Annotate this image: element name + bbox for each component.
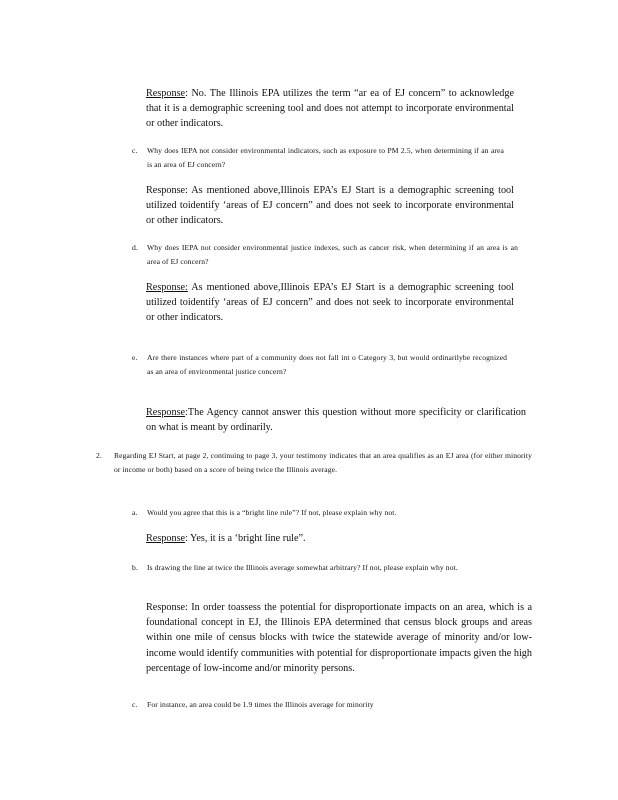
question-b <box>132 561 520 575</box>
question-e <box>132 351 507 379</box>
response-label: Response <box>146 533 186 544</box>
question-letter: c. <box>132 700 138 709</box>
response-3 <box>146 280 514 326</box>
question-letter: c. <box>132 146 138 155</box>
question-2 <box>96 449 532 477</box>
question-c <box>132 144 504 172</box>
response-text: As mentioned above,Illinois EPA’s EJ Start is a demographic screening tool utilized toidentify ‘areas of EJ concern” and does not seek to incorporate environmental or other indicators. <box>146 185 514 227</box>
response-4 <box>146 405 526 435</box>
response-5 <box>146 531 514 546</box>
question-c-2 <box>132 698 494 712</box>
question-text: Why does IEPA not consider environmental indicators, such as exposure to PM 2.5, when determining if an area is an area of EJ concern? <box>147 146 504 169</box>
question-letter: d. <box>132 243 138 252</box>
question-text: Is drawing the line at twice the Illinois average somewhat arbitrary? If not, please explain why not. <box>147 563 458 572</box>
response-text: :The Agency cannot answer this question without more specificity or clarification on what is meant by ordinarily. <box>146 407 526 434</box>
response-text: As mentioned above,Illinois EPA’s EJ Start is a demographic screening tool utilized toidentify ‘areas of EJ concern” and does not seek to incorporate environmental or other indicators. <box>146 282 514 324</box>
response-6 <box>146 600 532 676</box>
response-1 <box>146 86 514 132</box>
question-text: Why does IEPA not consider environmental justice indexes, such as cancer risk, when determining if an area is an area of EJ concern? <box>147 243 518 266</box>
question-text: Regarding EJ Start, at page 2, continuing to page 3, your testimony indicates that an area qualifies as an EJ area (for either minority or income or both) based on a score of being twice the Illinois average. <box>114 451 532 474</box>
response-label: Response: <box>146 185 188 196</box>
question-a <box>132 506 546 520</box>
response-text: In order toassess the potential for disproportionate impacts on an area, which is a foundational concept in EJ, the Illinois EPA determined that census block groups and areas within one mile of census blocks with twice the statewide average of minority and/or low- income would identify communities with potential for disproportionate impacts given the high percentage of low-income and/or minority persons. <box>146 602 532 674</box>
response-label: Response: <box>146 602 188 613</box>
response-text: : No. The Illinois EPA utilizes the term “ar ea of EJ concern” to acknowledge that it is a demographic screening tool and does not attempt to incorporate environmental or other indicators. <box>146 88 514 130</box>
response-label: Response <box>146 407 186 418</box>
question-letter: e. <box>132 353 138 362</box>
question-text: Would you agree that this is a “bright line rule”? If not, please explain why not. <box>147 508 397 517</box>
response-text: : Yes, it is a ‘bright line rule”. <box>185 533 306 544</box>
response-label: Response: <box>146 282 188 293</box>
response-label: Response <box>146 88 186 99</box>
question-text: For instance, an area could be 1.9 times the Illinois average for minority <box>147 700 374 709</box>
question-number: 2. <box>96 451 102 460</box>
question-letter: b. <box>132 563 138 572</box>
response-2 <box>146 183 514 229</box>
question-d <box>132 241 518 269</box>
question-text: Are there instances where part of a community does not fall int o Category 3, but would ordinarilybe recognized as an area of environmental justice concern? <box>147 353 507 376</box>
question-letter: a. <box>132 508 138 517</box>
